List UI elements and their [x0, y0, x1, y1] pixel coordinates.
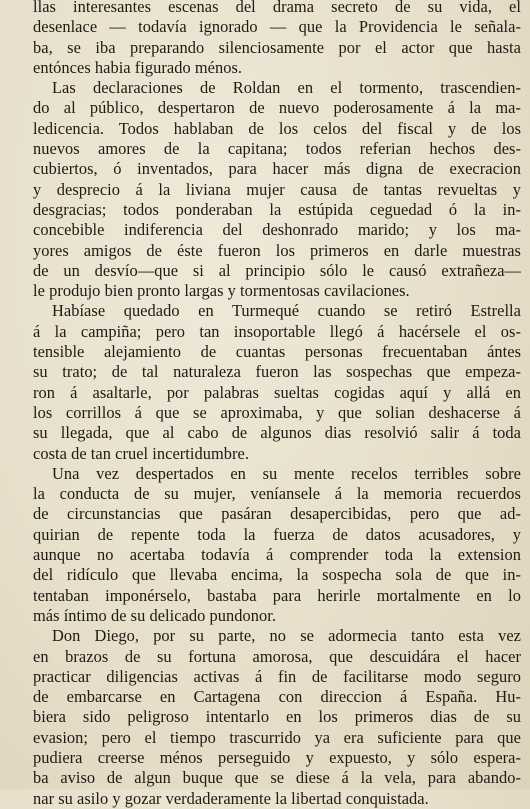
text-line: de circunstancias que pasáran desapercibidas, pero que ad-: [33, 504, 521, 524]
paragraph-5: [33, 626, 521, 809]
text-line: ba, se iba preparando silenciosamente por el actor que hasta: [33, 37, 521, 57]
text-line: tentaban imponérselo, bastaba para herirle mortalmente en lo: [33, 585, 521, 605]
text-line: del ridículo que llevaba encima, la sospecha sola de que in-: [33, 565, 521, 585]
text-line: cubiertos, ó inventados, para hacer más digna de execracion: [33, 159, 521, 179]
text-line: pudiera creerse ménos perseguido y expuesto, y sólo espera-: [33, 747, 521, 767]
paragraph-2: [33, 78, 521, 301]
text-line: la conducta de su mujer, veníansele á la memoria recuerdos: [33, 484, 521, 504]
text-line: yores amigos de éste fueron los primeros en darle muestras: [33, 240, 521, 260]
text-line: evasion; pero el tiempo trascurrido ya era suficiente para que: [33, 727, 521, 747]
text-line: costa de tan cruel incertidumbre.: [33, 443, 250, 463]
text-line: concebible indiferencia del deshonrado marido; y los ma-: [33, 220, 521, 240]
text-line: aunque no acertaba todavía á comprender toda la extension: [33, 545, 521, 565]
text-line: más íntimo de su delicado pundonor.: [33, 605, 277, 625]
text-line: ron á asaltarle, por palabras sueltas cogidas aquí y allá en: [33, 382, 521, 402]
paragraph-3: [33, 301, 521, 463]
text-line: llas interesantes escenas del drama secreto de su vida, el: [33, 0, 521, 16]
text-line: su trato; de tal naturaleza fueron las sospechas que empeza-: [33, 362, 521, 382]
text-line: de un desvío—que si al principio sólo le causó extrañeza—: [33, 260, 521, 280]
text-line: su llegada, que al cabo de algunos dias resolvió salir á toda: [33, 423, 521, 443]
text-line: nar su asilo y gozar verdaderamente la libertad conquistada.: [33, 788, 429, 808]
text-line: á la campiña; pero tan insoportable llegó á hacérsele el os-: [33, 321, 521, 341]
text-line: tensible alejamiento de cuantas personas frecuentaban ántes: [33, 342, 521, 362]
text-line: Don Diego, por su parte, no se adormecia tanto esta vez: [52, 626, 521, 646]
text-line: Una vez despertados en su mente recelos terribles sobre: [52, 463, 521, 483]
text-line: practicar diligencias activas á fin de facilitarse modo seguro: [33, 666, 521, 686]
text-line: le produjo bien pronto largas y tormentosas cavilaciones.: [33, 281, 410, 301]
text-line: desenlace — todavía ignorado — que la Providencia le señala-: [33, 17, 521, 37]
text-line: en brazos de su fortuna amorosa, que descuidára el hacer: [33, 646, 521, 666]
text-line: Habíase quedado en Turmequé cuando se retiró Estrella: [52, 301, 521, 321]
text-line: Las declaraciones de Roldan en el tormento, trascendien-: [52, 78, 521, 98]
text-line: desgracias; todos ponderaban la estúpida ceguedad ó la in-: [33, 199, 521, 219]
text-line: quirian de repente toda la fuerza de datos acusadores, y: [33, 524, 521, 544]
paragraph-1: [33, 0, 521, 78]
text-line: y desprecio á la liviana mujer causa de tantas revueltas y: [33, 179, 521, 199]
text-line: biera sido peligroso intentarlo en los primeros dias de su: [33, 707, 521, 727]
text-line: de embarcarse en Cartagena con direccion á España. Hu-: [33, 687, 521, 707]
paragraph-4: [33, 464, 521, 626]
text-line: ba aviso de algun buque que se diese á la vela, para abando-: [33, 768, 521, 788]
text-line: do al público, despertaron de nuevo poderosamente á la ma-: [33, 98, 521, 118]
text-line: nuevos amores de la capitana; todos referian hechos des-: [33, 139, 521, 159]
text-line: ledicencia. Todos hablaban de los celos del fiscal y de los: [33, 118, 521, 138]
text-line: entónces habia figurado ménos.: [33, 57, 243, 77]
text-line: los corrillos á que se aproximaba, y que solian deshacerse á: [33, 402, 521, 422]
